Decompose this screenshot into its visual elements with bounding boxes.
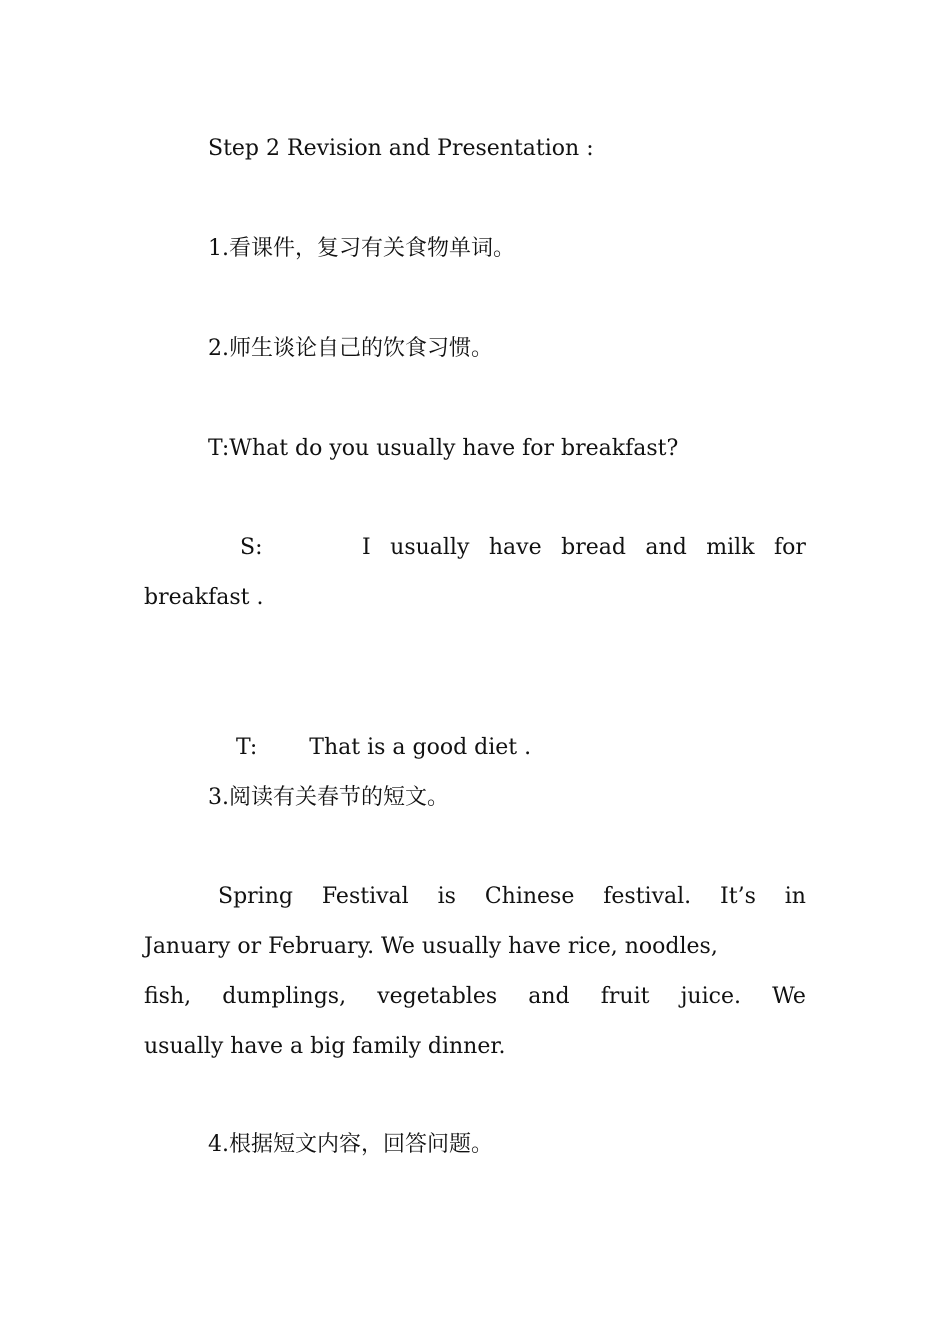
student-word: usually (390, 535, 470, 560)
passage-word: fish, (144, 984, 192, 1009)
passage-word: festival. (603, 884, 692, 909)
student-word: I (361, 535, 371, 560)
student-word: and (645, 535, 687, 560)
teacher-question: T:What do you usually have for breakfast? (208, 436, 679, 461)
student-word: have (488, 535, 542, 560)
passage-word: Festival (321, 884, 409, 909)
step-heading: Step 2 Revision and Presentation : (208, 136, 594, 161)
item-1: 1.看课件，复习有关食物单词。 (208, 236, 515, 261)
student-word: milk (706, 535, 755, 560)
passage-line-4: usually have a big family dinner. (144, 1034, 506, 1059)
passage-word: juice. (680, 984, 741, 1009)
passage-line-2: January or February. We usually have rice, noodles, (144, 934, 718, 959)
passage-word: fruit (600, 984, 650, 1009)
passage-word: vegetables (377, 984, 498, 1009)
passage-line-1 (218, 872, 806, 922)
student-label: S: (240, 535, 263, 560)
student-answer-continuation: breakfast . (144, 585, 264, 610)
item-3: 3.阅读有关春节的短文。 (208, 785, 449, 810)
passage-word: Chinese (484, 884, 575, 909)
teacher-reply-label: T: (235, 735, 258, 760)
passage-line-3 (144, 972, 806, 1022)
student-word: bread (561, 535, 626, 560)
passage-word: dumplings, (222, 984, 347, 1009)
passage-word: It’s (720, 884, 756, 909)
teacher-reply-text: That is a good diet . (309, 735, 532, 760)
passage-word: is (437, 884, 456, 909)
passage-word: in (784, 884, 806, 909)
student-word: for (774, 535, 806, 560)
item-4: 4.根据短文内容，回答问题。 (208, 1132, 493, 1157)
passage-word: We (772, 984, 806, 1009)
item-2: 2.师生谈论自己的饮食习惯。 (208, 336, 493, 361)
passage-word: and (528, 984, 570, 1009)
student-answer-line (240, 523, 806, 573)
passage-word: Spring (218, 884, 293, 909)
